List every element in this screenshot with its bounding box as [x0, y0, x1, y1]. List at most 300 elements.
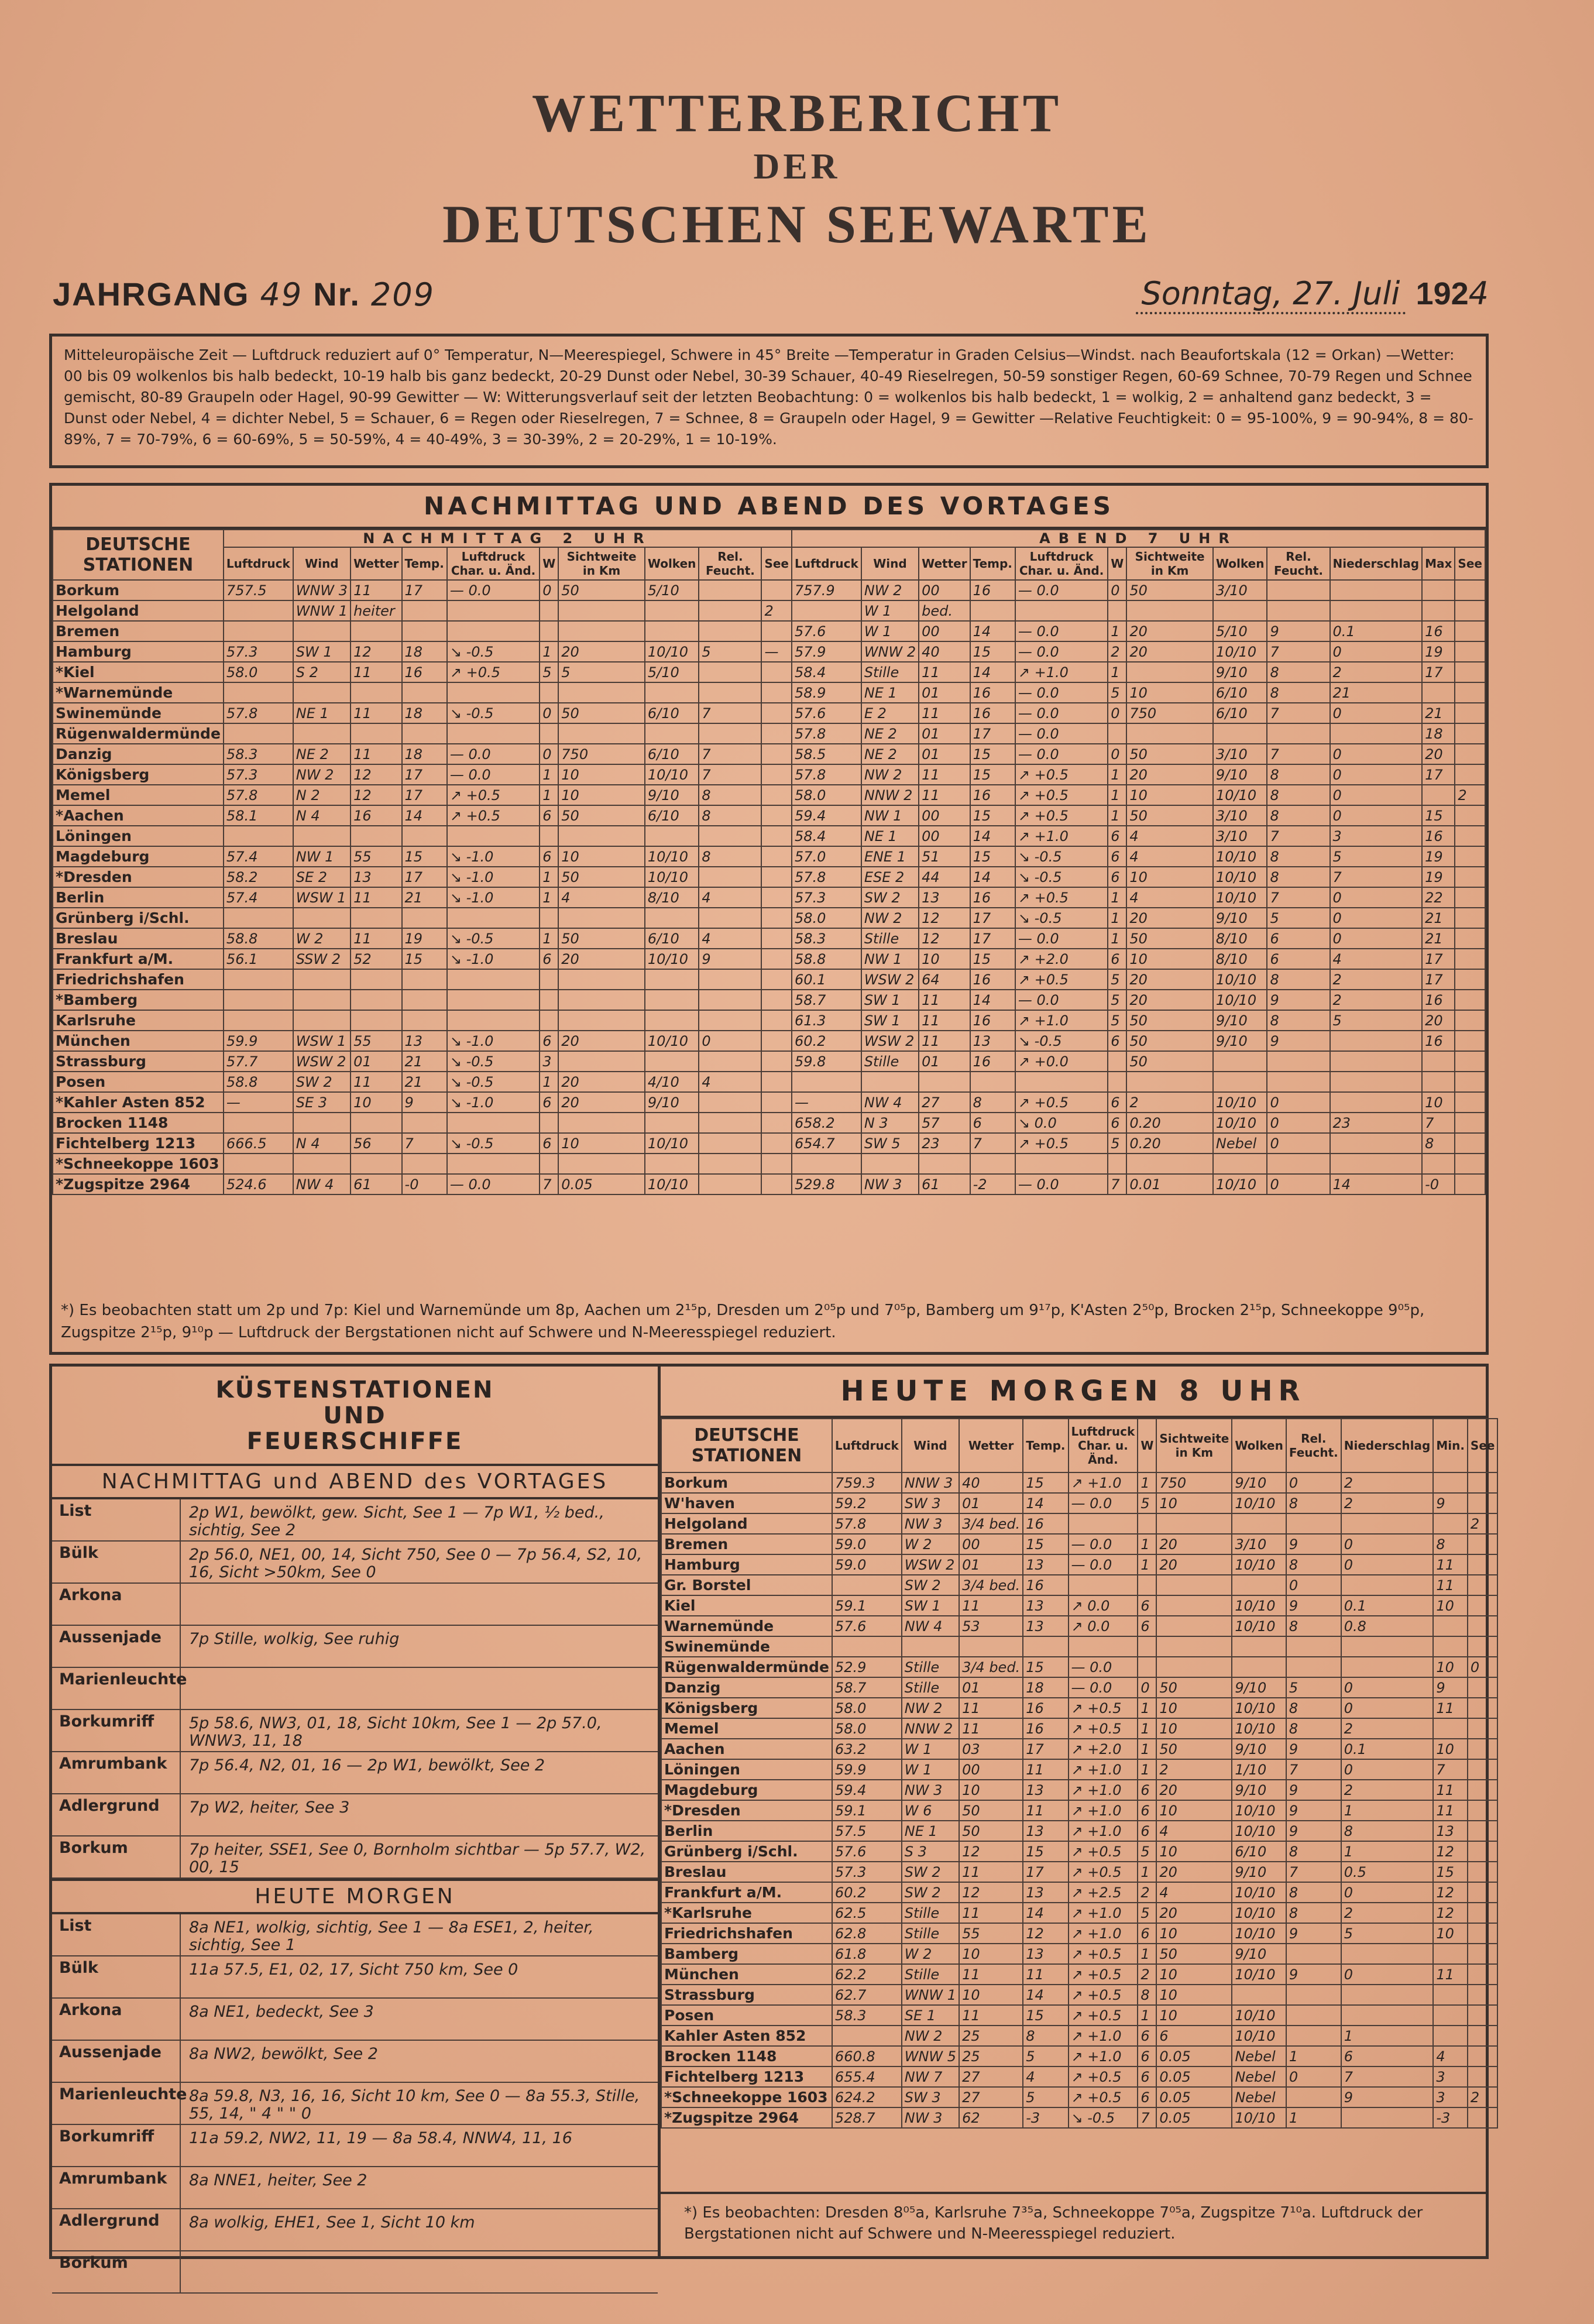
- cell-pm: 1: [540, 1072, 558, 1092]
- cell: ↗ +1.0: [1069, 1759, 1138, 1780]
- table-row: [53, 744, 1485, 764]
- table-row: [661, 1472, 1497, 1493]
- cell: 11: [1023, 1759, 1068, 1780]
- cell: 14: [1023, 1903, 1068, 1923]
- cell: 10/10: [1232, 1882, 1286, 1903]
- cell-ev: [1422, 1051, 1455, 1072]
- cell-ev: [1267, 723, 1330, 744]
- cell: 528.7: [832, 2107, 902, 2128]
- station-name: Warnemünde: [661, 1616, 832, 1636]
- issue-date: [1136, 275, 1489, 312]
- cell-pm: [540, 682, 558, 703]
- station-name: Danzig: [53, 744, 224, 764]
- cell-ev: 10: [1126, 785, 1213, 805]
- cell: NNW 3: [902, 1472, 959, 1493]
- station-name: Rügenwaldermünde: [53, 723, 224, 744]
- cell: ↗ +0.5: [1069, 2087, 1138, 2107]
- cell-pm: 9: [402, 1092, 447, 1113]
- cell-pm: [558, 600, 645, 621]
- cell: 10: [1156, 1698, 1232, 1718]
- cell-ev: 7: [1267, 826, 1330, 846]
- cell-pm: ↘ -1.0: [447, 846, 540, 867]
- cell: [1468, 1718, 1498, 1739]
- cell-ev: 13: [919, 887, 970, 908]
- cell-ev: 2: [1126, 1092, 1213, 1113]
- cell-pm: 55: [351, 1031, 401, 1051]
- cell: 50: [959, 1800, 1023, 1821]
- cell-pm: 1: [540, 887, 558, 908]
- kuesten-morgen-list: [52, 1914, 658, 2294]
- station-name: Hamburg: [53, 641, 224, 662]
- cell-ev: [1422, 1072, 1455, 1092]
- cell-ev: 16: [970, 969, 1015, 990]
- table-row: [53, 1113, 1485, 1133]
- cell-ev: 21: [1422, 908, 1455, 928]
- cell: 5: [1138, 1841, 1156, 1862]
- cell-pm: 10/10: [645, 846, 699, 867]
- table-row: [53, 1010, 1485, 1031]
- cell-ev: 21: [1330, 682, 1423, 703]
- cell: 0: [1468, 1657, 1498, 1677]
- cell: [1433, 2026, 1468, 2046]
- cell: 2: [1341, 1780, 1434, 1800]
- cell-pm: [224, 826, 293, 846]
- cell-ev: 0: [1330, 703, 1423, 723]
- cell-ev: — 0.0: [1015, 723, 1108, 744]
- cell: 0.1: [1341, 1595, 1434, 1616]
- table-row: [53, 949, 1485, 969]
- cell-pm: 20: [558, 1031, 645, 1051]
- col-header-ev: See: [1455, 547, 1485, 580]
- cell-pm: [558, 908, 645, 928]
- cell: [1468, 1554, 1498, 1575]
- cell-ev: [1213, 1051, 1267, 1072]
- cell-pm: 757.5: [224, 580, 293, 600]
- cell-ev: 64: [919, 969, 970, 990]
- cell-pm: [540, 600, 558, 621]
- col-header-pm: W: [540, 547, 558, 580]
- cell-pm: [761, 744, 792, 764]
- table-row: [53, 621, 1485, 641]
- cell: 9/10: [1232, 1862, 1286, 1882]
- cell-pm: WNW 3: [293, 580, 351, 600]
- cell-ev: 8: [1267, 1010, 1330, 1031]
- cell-pm: 0.05: [558, 1174, 645, 1194]
- kuesten-station: Adlergrund: [52, 1794, 181, 1835]
- cell-pm: 5: [699, 641, 761, 662]
- cell-ev: 11: [919, 703, 970, 723]
- station-name: Frankfurt a/M.: [53, 949, 224, 969]
- cell-pm: [540, 621, 558, 641]
- cell: [1468, 1923, 1498, 1944]
- cell-pm: [540, 990, 558, 1010]
- cell-ev: 0: [1330, 805, 1423, 826]
- cell: — 0.0: [1069, 1493, 1138, 1513]
- cell-ev: 20: [1126, 764, 1213, 785]
- cell: 11: [1433, 1800, 1468, 1821]
- cell-ev: Stille: [861, 928, 919, 949]
- cell-ev: 17: [970, 723, 1015, 744]
- cell-ev: 9/10: [1213, 1010, 1267, 1031]
- cell-pm: [402, 969, 447, 990]
- cell: 5: [1341, 1923, 1434, 1944]
- cell-ev: ↗ +0.5: [1015, 764, 1108, 785]
- cell-pm: ↘ -0.5: [447, 641, 540, 662]
- cell-pm: 524.6: [224, 1174, 293, 1194]
- cell-ev: 2: [1455, 785, 1485, 805]
- cell-ev: [1422, 785, 1455, 805]
- cell: 9: [1286, 1595, 1341, 1616]
- table-row: [53, 703, 1485, 723]
- cell-pm: [699, 682, 761, 703]
- cell-ev: 60.1: [792, 969, 861, 990]
- cell: Stille: [902, 1903, 959, 1923]
- cell-ev: 50: [1126, 1010, 1213, 1031]
- table-row: [53, 887, 1485, 908]
- cell: 63.2: [832, 1739, 902, 1759]
- cell: 9: [1286, 1964, 1341, 1985]
- cell: 0: [1286, 2066, 1341, 2087]
- cell-ev: 10: [919, 949, 970, 969]
- station-name: Königsberg: [53, 764, 224, 785]
- main-table-box: [49, 483, 1489, 1355]
- cell-ev: WSW 2: [861, 969, 919, 990]
- cell-pm: 58.0: [224, 662, 293, 682]
- title-line-3: DEUTSCHEN SEEWARTE: [442, 194, 1152, 254]
- cell: [1341, 2005, 1434, 2026]
- cell-pm: 10: [558, 785, 645, 805]
- cell: 57.3: [832, 1862, 902, 1882]
- cell: [1468, 1800, 1498, 1821]
- cell: ↗ +1.0: [1069, 1821, 1138, 1841]
- cell-ev: SW 1: [861, 1010, 919, 1031]
- station-name: Breslau: [661, 1862, 832, 1882]
- cell-ev: 58.8: [792, 949, 861, 969]
- cell-ev: 01: [919, 723, 970, 744]
- cell-ev: 58.4: [792, 662, 861, 682]
- cell-pm: [761, 846, 792, 867]
- cell: [1156, 1575, 1232, 1595]
- cell-pm: [761, 1113, 792, 1133]
- cell-ev: 50: [1126, 1031, 1213, 1051]
- cell: 2: [1138, 1882, 1156, 1903]
- cell-ev: 9: [1267, 621, 1330, 641]
- cell-pm: 20: [558, 641, 645, 662]
- col-header-pm: Wolken: [645, 547, 699, 580]
- cell: 12: [1433, 1903, 1468, 1923]
- cell-pm: [402, 1113, 447, 1133]
- cell: ↗ +0.5: [1069, 1718, 1138, 1739]
- table-row: [661, 1800, 1497, 1821]
- cell: 3/10: [1232, 1534, 1286, 1554]
- cell-pm: 21: [402, 1051, 447, 1072]
- cell-ev: 11: [919, 662, 970, 682]
- cell: 53: [959, 1616, 1023, 1636]
- station-name: Magdeburg: [53, 846, 224, 867]
- cell-ev: [970, 1154, 1015, 1174]
- cell: [1433, 1718, 1468, 1739]
- cell: 58.0: [832, 1718, 902, 1739]
- list-item: [52, 1710, 658, 1752]
- cell: [1232, 1657, 1286, 1677]
- col-header-ev: W: [1108, 547, 1126, 580]
- cell: SW 1: [902, 1595, 959, 1616]
- station-name: Swinemünde: [661, 1636, 832, 1657]
- cell-ev: 14: [970, 990, 1015, 1010]
- cell-ev: [1455, 1154, 1485, 1174]
- cell: Nebel: [1232, 2087, 1286, 2107]
- col-header-ev: Wolken: [1213, 547, 1267, 580]
- cell-pm: [761, 805, 792, 826]
- cell-ev: 757.9: [792, 580, 861, 600]
- cell-pm: [558, 621, 645, 641]
- cell: SW 2: [902, 1862, 959, 1882]
- cell-ev: -2: [970, 1174, 1015, 1194]
- kuesten-sub-morgen: HEUTE MORGEN: [52, 1879, 658, 1914]
- cell: 1: [1341, 2026, 1434, 2046]
- col-header-pm: Sichtweite in Km: [558, 547, 645, 580]
- cell-pm: [761, 908, 792, 928]
- cell-ev: — 0.0: [1015, 703, 1108, 723]
- cell: 0.8: [1341, 1616, 1434, 1636]
- cell: NW 3: [902, 1513, 959, 1534]
- cell: Stille: [902, 1964, 959, 1985]
- cell: 25: [959, 2046, 1023, 2066]
- cell: 25: [959, 2026, 1023, 2046]
- cell-pm: [402, 682, 447, 703]
- kuesten-station: Borkum: [52, 1836, 181, 1877]
- station-name: Memel: [661, 1718, 832, 1739]
- cell-ev: 17: [1422, 969, 1455, 990]
- cell-pm: 10/10: [645, 1031, 699, 1051]
- cell-pm: 6/10: [645, 744, 699, 764]
- cell-ev: WSW 2: [861, 1031, 919, 1051]
- cell: 10/10: [1232, 2107, 1286, 2128]
- col-header-pm: Wind: [293, 547, 351, 580]
- cell-pm: 20: [558, 1072, 645, 1092]
- cell: [1468, 1534, 1498, 1554]
- cell-ev: 0: [1267, 1113, 1330, 1133]
- cell-ev: 10/10: [1213, 1174, 1267, 1194]
- cell-ev: [1422, 600, 1455, 621]
- col-header: Wolken: [1232, 1419, 1286, 1472]
- cell-ev: 23: [919, 1133, 970, 1154]
- cell: W 1: [902, 1759, 959, 1780]
- cell-pm: 12: [351, 785, 401, 805]
- col-header-ev: Max: [1422, 547, 1455, 580]
- cell-ev: 1: [1108, 662, 1126, 682]
- cell: 57.6: [832, 1616, 902, 1636]
- cell: 2: [1341, 1493, 1434, 1513]
- cell-ev: 01: [919, 744, 970, 764]
- cell: 58.7: [832, 1677, 902, 1698]
- cell-pm: [558, 990, 645, 1010]
- cell-ev: 8: [1267, 805, 1330, 826]
- cell-ev: ↗ +0.5: [1015, 969, 1108, 990]
- cell-pm: —: [761, 641, 792, 662]
- cell-ev: 0: [1330, 744, 1423, 764]
- station-name: Frankfurt a/M.: [661, 1882, 832, 1903]
- cell-pm: 01: [351, 1051, 401, 1072]
- table-row: [661, 1698, 1497, 1718]
- cell-ev: [1455, 1113, 1485, 1133]
- cell: Stille: [902, 1677, 959, 1698]
- cell: [1468, 1698, 1498, 1718]
- cell: 3: [1433, 2066, 1468, 2087]
- cell-ev: 15: [970, 846, 1015, 867]
- cell-ev: 0: [1330, 908, 1423, 928]
- col-header-ev: Temp.: [970, 547, 1015, 580]
- cell-pm: SSW 2: [293, 949, 351, 969]
- col-header-ev: Wind: [861, 547, 919, 580]
- cell-pm: 16: [402, 662, 447, 682]
- kuesten-report: 5p 58.6, NW3, 01, 18, Sicht 10km, See 1 — 2p 57.0, WNW3, 11, 18: [189, 1714, 602, 1750]
- station-name: Borkum: [53, 580, 224, 600]
- cell-ev: 4: [1126, 826, 1213, 846]
- list-item: [52, 1794, 658, 1836]
- cell: 11: [1433, 1554, 1468, 1575]
- cell-ev: [1455, 928, 1485, 949]
- cell-pm: [402, 990, 447, 1010]
- cell: 0: [1341, 1698, 1434, 1718]
- cell-pm: [224, 682, 293, 703]
- cell-pm: N 4: [293, 1133, 351, 1154]
- cell-ev: 5: [1267, 908, 1330, 928]
- cell-pm: [447, 600, 540, 621]
- cell: 6: [1138, 1800, 1156, 1821]
- station-name: Löningen: [661, 1759, 832, 1780]
- cell-ev: 9/10: [1213, 908, 1267, 928]
- cell: — 0.0: [1069, 1657, 1138, 1677]
- cell-ev: 15: [1422, 805, 1455, 826]
- cell-ev: [1455, 1092, 1485, 1113]
- cell-ev: 20: [1126, 641, 1213, 662]
- cell-pm: 0: [699, 1031, 761, 1051]
- cell: 9/10: [1232, 1677, 1286, 1698]
- cell-pm: 0: [540, 703, 558, 723]
- cell: 16: [1023, 1513, 1068, 1534]
- cell: ↗ +0.5: [1069, 1841, 1138, 1862]
- cell: 6: [1138, 2066, 1156, 2087]
- cell: ↗ +0.5: [1069, 1985, 1138, 2005]
- table-row: [661, 1595, 1497, 1616]
- group-afternoon: NACHMITTAG 2 UHR: [224, 530, 792, 547]
- cell: 59.2: [832, 1493, 902, 1513]
- cell: 40: [959, 1472, 1023, 1493]
- cell-pm: 7: [402, 1133, 447, 1154]
- col-header-pm: Luftdruck Char. u. Änd.: [447, 547, 540, 580]
- cell-pm: [351, 1113, 401, 1133]
- table-row: [53, 764, 1485, 785]
- cell: [1286, 2026, 1341, 2046]
- cell-pm: [351, 969, 401, 990]
- cell-pm: 9: [699, 949, 761, 969]
- cell-pm: [558, 1113, 645, 1133]
- cell: [1468, 1575, 1498, 1595]
- cell-pm: 8: [699, 785, 761, 805]
- cell-pm: 9/10: [645, 1092, 699, 1113]
- cell-pm: 11: [351, 580, 401, 600]
- station-name: Grünberg i/Schl.: [53, 908, 224, 928]
- cell-ev: 7: [970, 1133, 1015, 1154]
- cell-pm: 58.8: [224, 1072, 293, 1092]
- cell-pm: SW 1: [293, 641, 351, 662]
- cell-ev: [1455, 600, 1485, 621]
- table-row: [53, 1051, 1485, 1072]
- cell: NW 7: [902, 2066, 959, 2087]
- table-row: [661, 1985, 1497, 2005]
- cell: 11: [1433, 1575, 1468, 1595]
- cell: [1069, 1636, 1138, 1657]
- cell-ev: 20: [1126, 969, 1213, 990]
- cell-ev: 9/10: [1213, 764, 1267, 785]
- cell: 1: [1138, 1472, 1156, 1493]
- cell-ev: 5: [1108, 969, 1126, 990]
- table-row: [661, 1841, 1497, 1862]
- station-name: Helgoland: [661, 1513, 832, 1534]
- cell: [1286, 1513, 1341, 1534]
- cell-ev: NW 3: [861, 1174, 919, 1194]
- cell-ev: 0: [1330, 764, 1423, 785]
- cell-ev: 50: [1126, 928, 1213, 949]
- cell: 750: [1156, 1472, 1232, 1493]
- cell: [1433, 1944, 1468, 1964]
- list-item: [52, 1626, 658, 1668]
- cell-ev: 16: [970, 703, 1015, 723]
- cell-pm: [699, 1154, 761, 1174]
- cell: 10: [1156, 1800, 1232, 1821]
- kuesten-report: 7p W2, heiter, See 3: [189, 1798, 350, 1817]
- cell: ↗ +1.0: [1069, 2026, 1138, 2046]
- cell: [1468, 1616, 1498, 1636]
- cell: 13: [1023, 1595, 1068, 1616]
- table-row: [661, 2087, 1497, 2107]
- cell: W 6: [902, 1800, 959, 1821]
- cell-pm: [224, 1010, 293, 1031]
- col-header: See: [1468, 1419, 1498, 1472]
- cell: [1138, 1657, 1156, 1677]
- cell: ↗ +1.0: [1069, 1800, 1138, 1821]
- cell-pm: 10/10: [645, 1174, 699, 1194]
- cell-ev: 6: [1108, 1031, 1126, 1051]
- table-row: [661, 1944, 1497, 1964]
- cell: [832, 1636, 902, 1657]
- station-name: *Dresden: [661, 1800, 832, 1821]
- cell: 10: [959, 1985, 1023, 2005]
- table-row: [53, 928, 1485, 949]
- cell: 11: [1023, 1800, 1068, 1821]
- cell-pm: [761, 887, 792, 908]
- cell-ev: 17: [1422, 949, 1455, 969]
- cell-pm: [699, 1133, 761, 1154]
- cell-ev: [1108, 1072, 1126, 1092]
- table-row: [661, 2026, 1497, 2046]
- cell: [1468, 1862, 1498, 1882]
- cell-ev: 40: [919, 641, 970, 662]
- cell-pm: 57.3: [224, 641, 293, 662]
- cell: 12: [1433, 1882, 1468, 1903]
- cell-pm: 17: [402, 867, 447, 887]
- cell-pm: ↘ -0.5: [447, 703, 540, 723]
- cell-ev: 10/10: [1213, 641, 1267, 662]
- list-item: [52, 1752, 658, 1794]
- cell-ev: 9/10: [1213, 662, 1267, 682]
- cell-ev: 50: [1126, 580, 1213, 600]
- station-name: Karlsruhe: [53, 1010, 224, 1031]
- cell-ev: [1330, 723, 1423, 744]
- cell-ev: [1126, 662, 1213, 682]
- cell-pm: 18: [402, 703, 447, 723]
